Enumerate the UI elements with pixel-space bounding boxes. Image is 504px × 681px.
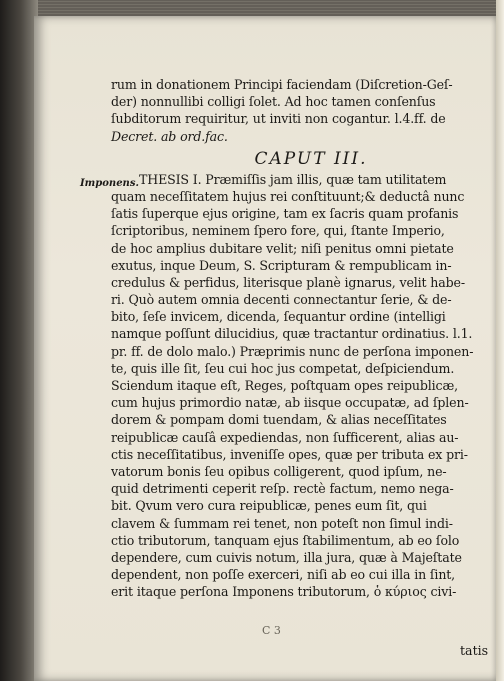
body-line: namque poſſunt dilucidius, quæ tractantur ordinatius. l.1. — [111, 326, 473, 342]
body-line: THESIS I. Præmiſſis jam illis, quæ tam utilitatem — [139, 171, 447, 187]
text-line: rum in donationem Principi faciendam (Diſcretion-Geſ- — [111, 77, 453, 92]
body-line: ctis neceſſitatibus, inveniſſe opes, quæ per tributa ex pri- — [111, 446, 468, 462]
body-line: erit itaque perſona Imponens tributorum, ὁ κύριος civi- — [111, 584, 457, 600]
body-line: cum hujus primordio natæ, ab iisque occupatæ, ad ſplen- — [111, 395, 469, 411]
body-line: quid detrimenti ceperit reſp. rectè factum, nemo nega- — [111, 481, 454, 497]
margin-note: Imponens. — [80, 178, 139, 189]
signature-mark: C 3 — [262, 624, 281, 637]
body-line: clavem & ſummam rei tenet, non poteſt non ſimul indi- — [111, 515, 453, 531]
body-lines — [111, 171, 481, 601]
body-line: vatorum bonis ſeu opibus colligerent, quod ipſum, ne- — [111, 463, 447, 479]
body-line: ſatis ſuperque ejus origine, tam ex ſacris quam profanis — [111, 206, 459, 222]
body-line: ctio tributorum, tanquam ejus ſtabilimentum, ab eo ſolo — [111, 532, 460, 548]
book-binding-gutter — [0, 0, 38, 681]
page-right-edge — [496, 0, 504, 681]
page-text-block — [111, 76, 481, 600]
text-line: Decret. ab ord.fac. — [111, 128, 228, 144]
body-line: credulus & perfidus, literisque planè ignarus, velit habe- — [111, 274, 465, 290]
body-line: de hoc amplius dubitare velit; niſi penitus omni pietate — [111, 240, 454, 256]
body-line: ſcriptoribus, neminem ſpero fore, qui, ſtante Imperio, — [111, 223, 445, 239]
body-line: ri. Quò autem omnia decenti connectantur ſerie, & de- — [111, 292, 452, 308]
chapter-heading — [111, 145, 481, 171]
body-line: pr. ff. de dolo malo.) Præprimis nunc de perſona imponen- — [111, 343, 474, 359]
body-line: te, quis ille ſit, ſeu cui hoc jus competat, deſpiciendum. — [111, 360, 455, 376]
text-line: der) nonnullibi colligi ſolet. Ad hoc tamen conſenſus — [111, 94, 436, 110]
body-line: exutus, inque Deum, S. Scripturam & rempublicam in- — [111, 257, 452, 273]
text-line: ſubditorum requiritur, ut inviti non cogantur. l.4.ff. de — [111, 111, 446, 127]
body-line: reipublicæ cauſâ expediendas, non ſufficerent, alias au- — [111, 429, 459, 445]
body-line: bito, ſeſe invicem, dicenda, ſequantur ordine (intelligi — [111, 309, 446, 325]
body-line: dorem & pompam domi tuendam, & alias neceſſitates — [111, 412, 447, 428]
chapter-heading-text: CAPUT III. — [254, 148, 368, 169]
body-line: bit. Qvum vero cura reipublicæ, penes eum ſit, qui — [111, 498, 427, 514]
body-line: dependent, non poſſe exerceri, niſi ab eo cui illa in ſint, — [111, 567, 456, 583]
body-line: Sciendum itaque eſt, Reges, poſtquam opes reipublicæ, — [111, 378, 459, 393]
catchword: tatis — [460, 643, 489, 658]
body-line: dependere, cum cuivis notum, illa jura, quæ à Majeſtate — [111, 549, 462, 565]
body-line: quam neceſſitatem hujus rei conſtituunt;& deductâ nunc — [111, 188, 465, 204]
